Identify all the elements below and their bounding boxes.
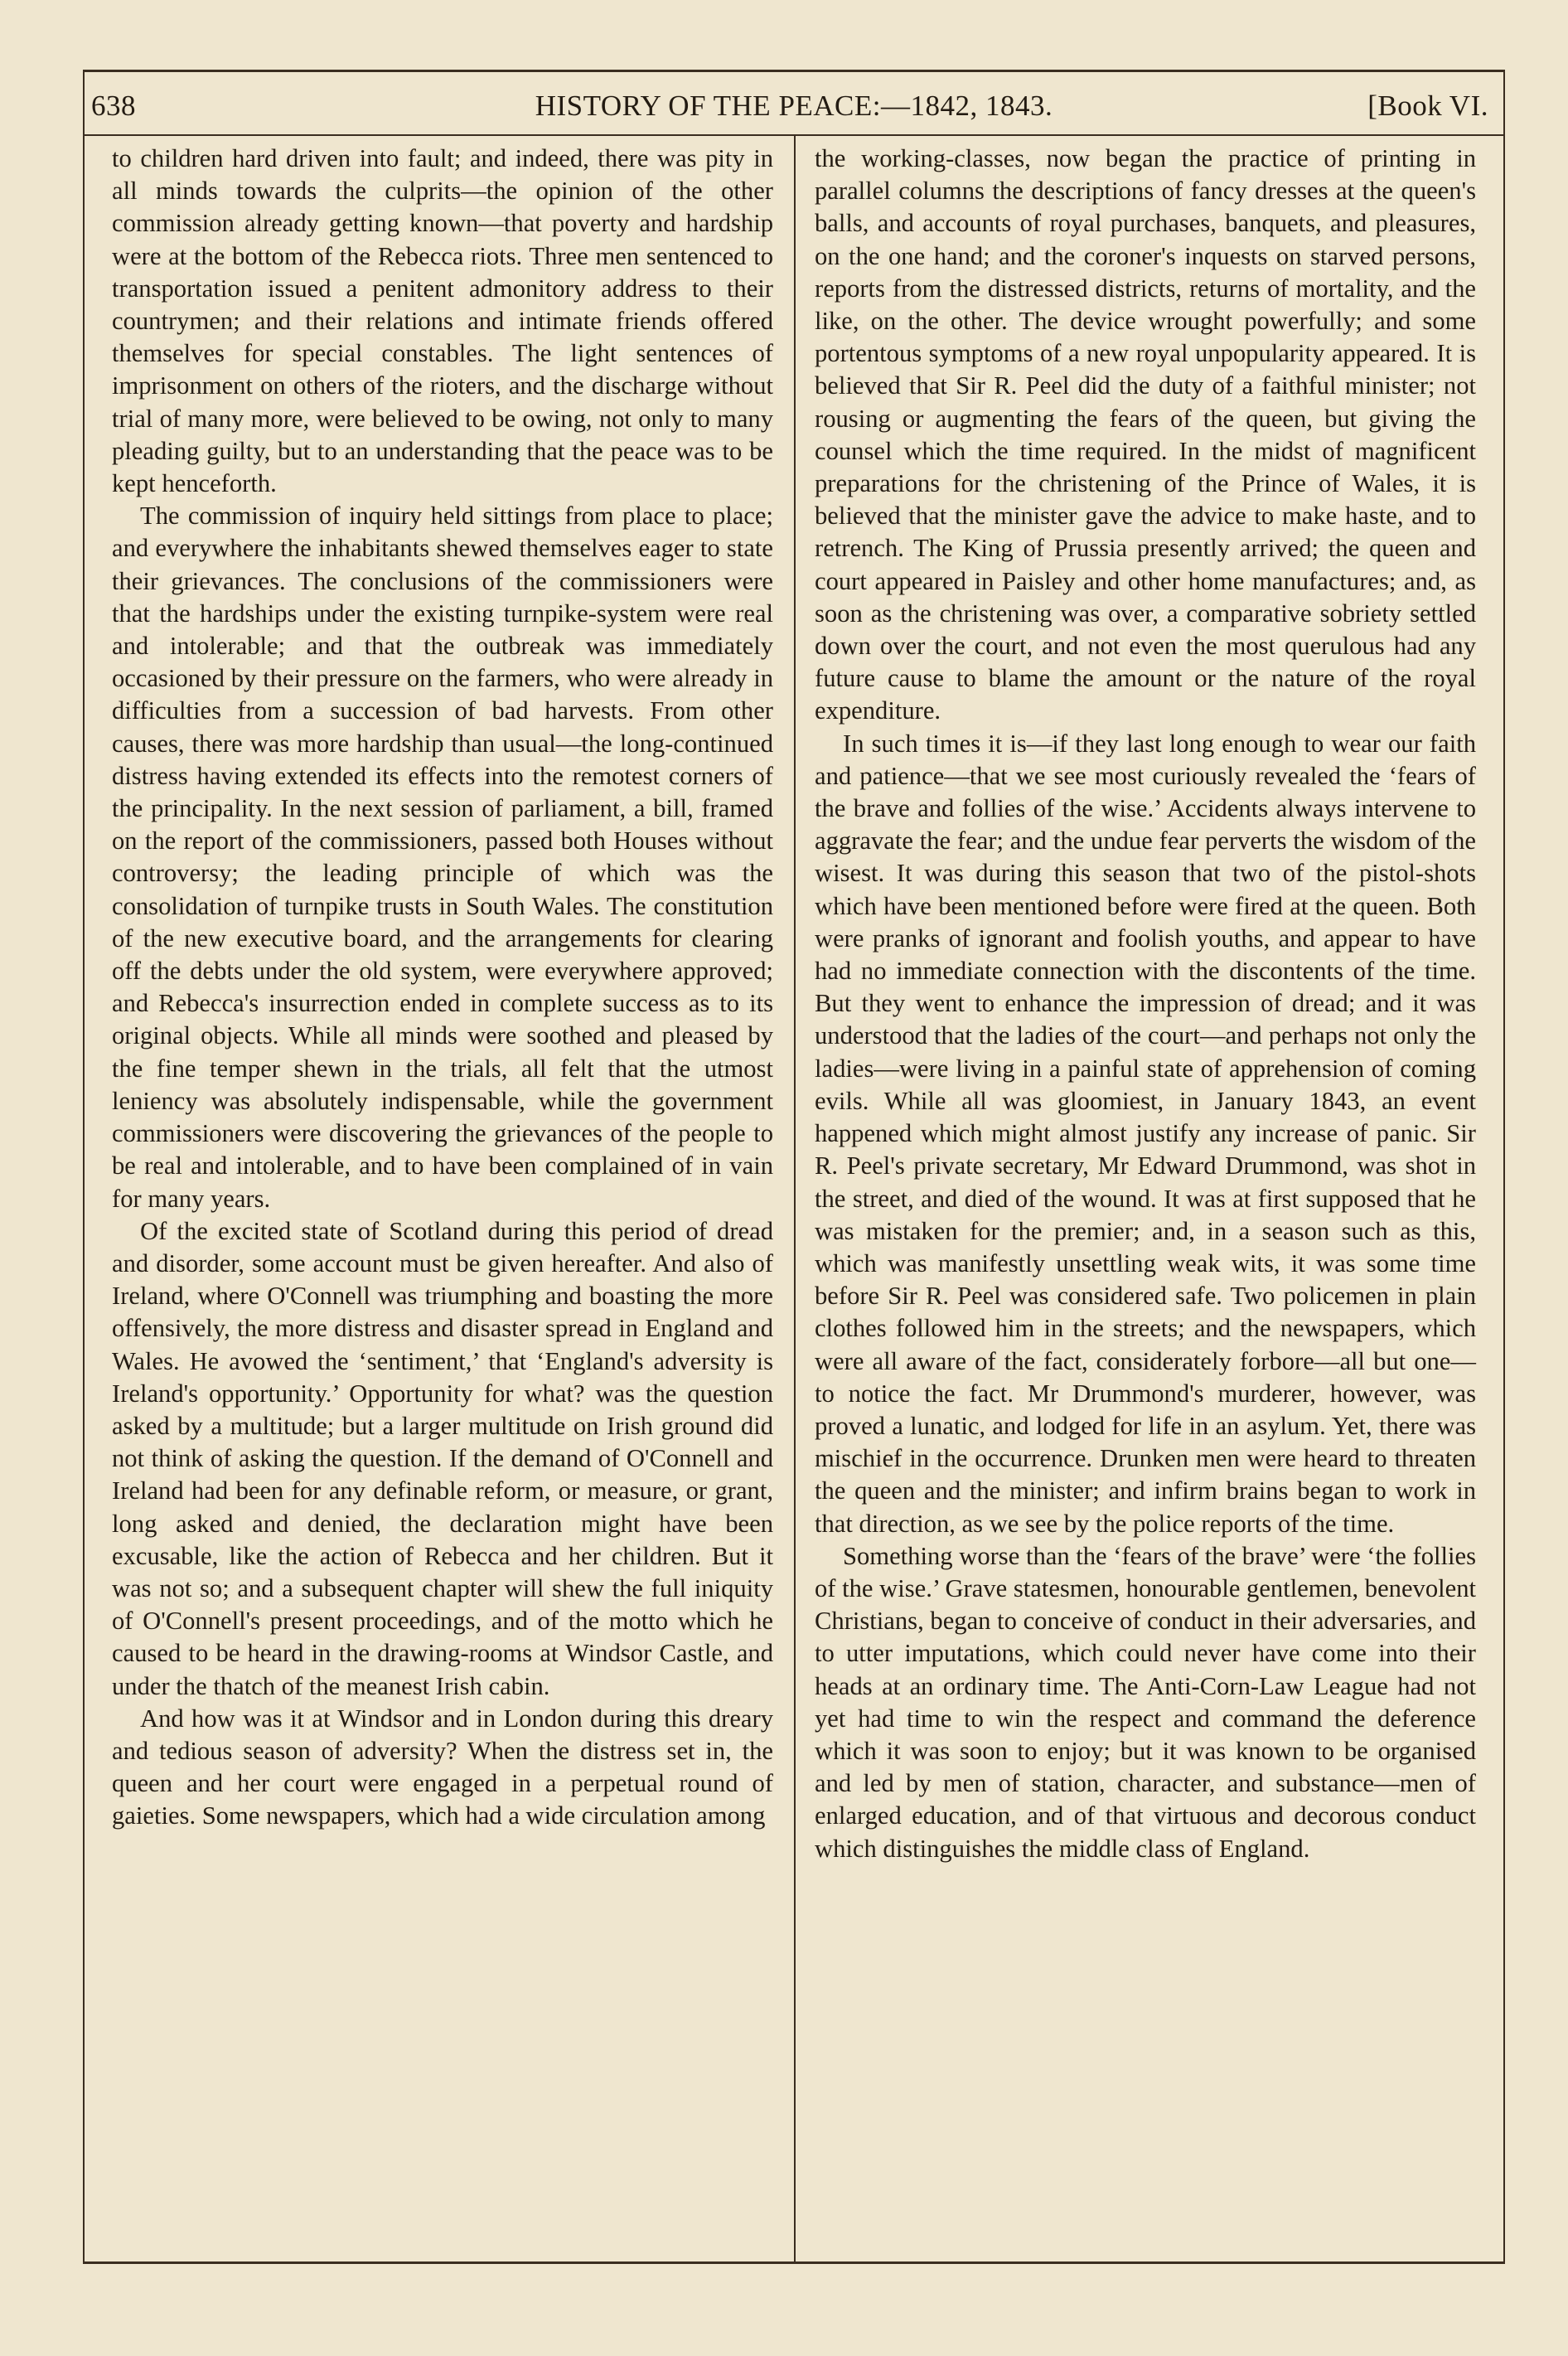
- page-number: 638: [91, 90, 136, 122]
- running-header: [83, 71, 1505, 136]
- paragraph: And how was it at Windsor and in London during this dreary and tedious season of adversity? When the distress set in, the queen and her court were engaged in a perpetual round of gaieties. Some newspapers, which had a wide circulation among: [112, 1704, 773, 1830]
- book-label: [Book VI.: [1367, 90, 1488, 122]
- paragraph: to children hard driven into fault; and indeed, there was pity in all minds towards the culprits—the opinion of the other commission already getting known—that poverty and hardship were at the bottom of the Rebecca riots. Three men sentenced to transportation issued a penitent admonitory address to their countrymen; and their relations and intimate friends offered themselves for special constables. The light sentences of imprisonment on others of the rioters, and the discharge without trial of many more, were believed to be owing, not only to many pleading guilty, but to an understanding that the peace was to be kept henceforth.: [112, 144, 773, 498]
- paragraph: Of the excited state of Scotland during this period of dread and disorder, some account must be given hereafter. And also of Ireland, where O'Connell was triumphing and boasting the more offensively, the more distress and disaster spread in England and Wales. He avowed the ‘sentiment,’ that ‘England's adversity is Ireland's opportunity.’ Opportunity for what? was the question asked by a multitude; but a larger multitude on Irish ground did not think of asking the question. If the demand of O'Connell and Ireland had been for any definable reform, or measure, or grant, long asked and denied, the declaration might have been excusable, like the action of Rebecca and her children. But it was not so; and a subsequent chapter will shew the full iniquity of O'Connell's present proceedings, and of the motto which he caused to be heard in the drawing-rooms at Windsor Castle, and under the thatch of the meanest Irish cabin.: [112, 1216, 773, 1700]
- running-title: HISTORY OF THE PEACE:—1842, 1843.: [535, 90, 1053, 122]
- column-divider: [794, 136, 796, 2264]
- paragraph: Something worse than the ‘fears of the brave’ were ‘the follies of the wise.’ Grave statesmen, honourable gentlemen, benevolent Christians, began to conceive of conduct in their adversaries, and to utter imputations, which could never have come into their heads at an ordinary time. The Anti-Corn-Law League had not yet had time to win the respect and command the deference which it was soon to enjoy; but it was known to be organised and led by men of station, character, and substance—men of enlarged education, and of that virtuous and decorous conduct which distinguishes the middle class of England.: [815, 1541, 1476, 1863]
- paragraph: In such times it is—if they last long enough to wear our faith and patience—that we see most curiously revealed the ‘fears of the brave and follies of the wise.’ Accidents always intervene to aggravate the fear; and the undue fear perverts the wisdom of the wisest. It was during this season that two of the pistol-shots which have been mentioned before were fired at the queen. Both were pranks of ignorant and foolish youths, and appear to have had no immediate connection with the discontents of the time. But they went to enhance the impression of dread; and it was understood that the ladies of the court—and perhaps not only the ladies—were living in a painful state of apprehension of coming evils. While all was gloomiest, in January 1843, an event happened which might almost justify any increase of panic. Sir R. Peel's private secretary, Mr Edward Drummond, was shot in the street, and died of the wound. It was at first supposed that he was mistaken for the premier; and, in a season such as this, which was manifestly unsettling weak wits, it was some time before Sir R. Peel was considered safe. Two policemen in plain clothes followed him in the streets; and the newspapers, which were all aware of the fact, considerately forbore—all but one—to notice the fact. Mr Drummond's murderer, however, was proved a lunatic, and lodged for life in an asylum. Yet, there was mischief in the occurrence. Drunken men were heard to threaten the queen and the minister; and infirm brains began to work in that direction, as we see by the police reports of the time.: [815, 729, 1476, 1538]
- right-column: [815, 143, 1476, 1865]
- left-column: [112, 143, 773, 1833]
- paragraph: The commission of inquiry held sittings from place to place; and everywhere the inhabitants shewed themselves eager to state their grievances. The conclusions of the commissioners were that the hardships under the existing turnpike-system were real and intolerable; and that the outbreak was immediately occasioned by their pressure on the farmers, who were already in difficulties from a succession of bad harvests. From other causes, there was more hardship than usual—the long-continued distress having extended its effects into the remotest corners of the principality. In the next session of parliament, a bill, framed on the report of the commissioners, passed both Houses without controversy; the leading principle of which was the consolidation of turnpike trusts in South Wales. The constitution of the new executive board, and the arrangements for clearing off the debts under the old system, were everywhere approved; and Rebecca's insurrection ended in complete success as to its original objects. While all minds were soothed and pleased by the fine temper shewn in the trials, all felt that the utmost leniency was absolutely indispensable, while the government commissioners were discovering the grievances of the people to be real and intolerable, and to have been complained of in vain for many years.: [112, 502, 773, 1213]
- paragraph: the working-classes, now began the practice of printing in parallel columns the descriptions of fancy dresses at the queen's balls, and accounts of royal purchases, banquets, and pleasures, on the one hand; and the coroner's inquests on starved persons, reports from the distressed districts, returns of mortality, and the like, on the other. The device wrought powerfully; and some portentous symptoms of a new royal unpopularity appeared. It is believed that Sir R. Peel did the duty of a faithful minister; not rousing or augmenting the fears of the queen, but giving the counsel which the time required. In the midst of magnificent preparations for the christening of the Prince of Wales, it is believed that the minister gave the advice to make haste, and to retrench. The King of Prussia presently arrived; the queen and court appeared in Paisley and other home manufactures; and, as soon as the christening was over, a comparative sobriety settled down over the court, and not even the most querulous had any future cause to blame the amount or the nature of the royal expenditure.: [815, 144, 1476, 725]
